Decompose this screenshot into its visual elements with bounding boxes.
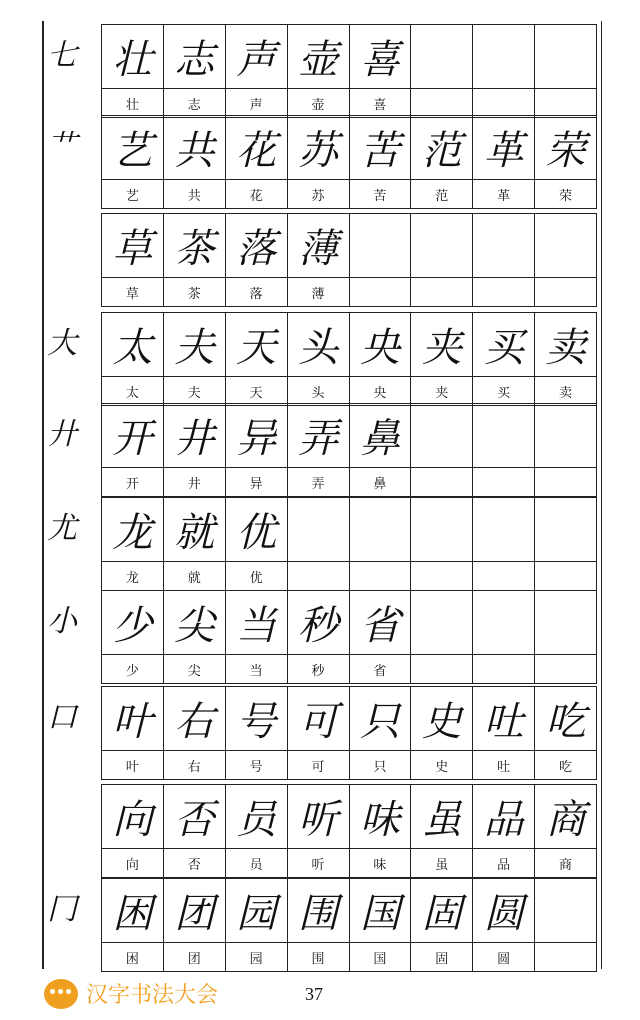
handwritten-cell: 秒	[288, 591, 350, 654]
handwritten-cell: 国	[350, 879, 412, 942]
handwritten-cell: 志	[164, 25, 226, 88]
printed-cell: 夹	[411, 377, 473, 405]
printed-cell	[473, 655, 535, 683]
radical-label: 艹	[47, 129, 77, 164]
handwritten-cell	[473, 498, 535, 561]
handwritten-row	[102, 498, 597, 562]
printed-cell	[288, 562, 350, 590]
radical-label: 七	[47, 38, 77, 73]
printed-cell: 当	[226, 655, 288, 683]
printed-cell: 只	[350, 751, 412, 779]
handwritten-cell: 省	[350, 591, 412, 654]
handwritten-cell: 员	[226, 785, 288, 848]
printed-cell: 弄	[288, 468, 350, 496]
handwritten-cell	[411, 404, 473, 467]
handwritten-cell: 范	[411, 116, 473, 179]
handwritten-cell: 史	[411, 687, 473, 750]
handwritten-cell	[411, 498, 473, 561]
handwritten-row	[102, 785, 597, 849]
practice-grid	[101, 784, 597, 878]
handwritten-cell: 尖	[164, 591, 226, 654]
practice-grid	[101, 497, 597, 591]
handwritten-cell: 团	[164, 879, 226, 942]
printed-cell: 草	[102, 278, 164, 306]
printed-cell: 少	[102, 655, 164, 683]
handwritten-cell: 艺	[102, 116, 164, 179]
handwritten-cell: 落	[226, 214, 288, 277]
handwritten-row	[102, 404, 597, 468]
printed-cell: 吐	[473, 751, 535, 779]
handwritten-cell: 向	[102, 785, 164, 848]
handwritten-cell: 薄	[288, 214, 350, 277]
handwritten-cell	[535, 214, 597, 277]
handwritten-row	[102, 591, 597, 655]
printed-cell: 壮	[102, 89, 164, 117]
printed-cell: 品	[473, 849, 535, 877]
printed-row	[102, 377, 597, 406]
handwritten-cell: 夹	[411, 313, 473, 376]
printed-cell: 省	[350, 655, 412, 683]
printed-row	[102, 655, 597, 684]
printed-cell: 号	[226, 751, 288, 779]
printed-cell	[350, 278, 412, 306]
handwritten-cell: 只	[350, 687, 412, 750]
printed-cell: 龙	[102, 562, 164, 590]
printed-cell: 员	[226, 849, 288, 877]
printed-cell	[535, 468, 597, 496]
handwritten-cell: 味	[350, 785, 412, 848]
practice-grid	[101, 686, 597, 780]
handwritten-cell	[473, 404, 535, 467]
handwritten-cell: 优	[226, 498, 288, 561]
printed-cell: 固	[411, 943, 473, 971]
printed-cell: 声	[226, 89, 288, 117]
handwritten-cell: 卖	[535, 313, 597, 376]
printed-cell: 鼻	[350, 468, 412, 496]
handwritten-cell	[473, 214, 535, 277]
handwritten-cell: 开	[102, 404, 164, 467]
handwritten-cell: 号	[226, 687, 288, 750]
radical-label: 大	[47, 326, 77, 361]
printed-cell: 头	[288, 377, 350, 405]
printed-cell: 商	[535, 849, 597, 877]
printed-cell: 志	[164, 89, 226, 117]
printed-cell: 向	[102, 849, 164, 877]
handwritten-cell	[411, 214, 473, 277]
printed-cell	[535, 278, 597, 306]
printed-cell	[535, 89, 597, 117]
printed-cell: 团	[164, 943, 226, 971]
handwritten-row	[102, 879, 597, 943]
handwritten-cell: 园	[226, 879, 288, 942]
handwritten-cell	[350, 214, 412, 277]
handwritten-cell: 头	[288, 313, 350, 376]
handwritten-cell: 荣	[535, 116, 597, 179]
handwritten-cell	[350, 498, 412, 561]
handwritten-cell: 苦	[350, 116, 412, 179]
practice-grid	[101, 403, 597, 497]
handwritten-cell: 草	[102, 214, 164, 277]
handwritten-cell: 共	[164, 116, 226, 179]
handwritten-cell: 可	[288, 687, 350, 750]
radical-label: 口	[47, 700, 77, 735]
handwritten-cell: 声	[226, 25, 288, 88]
printed-cell: 茶	[164, 278, 226, 306]
printed-cell	[535, 655, 597, 683]
printed-cell: 就	[164, 562, 226, 590]
printed-cell: 异	[226, 468, 288, 496]
printed-cell: 落	[226, 278, 288, 306]
printed-cell: 圆	[473, 943, 535, 971]
handwritten-cell	[411, 25, 473, 88]
printed-cell: 荣	[535, 180, 597, 208]
printed-cell: 园	[226, 943, 288, 971]
printed-cell	[473, 278, 535, 306]
printed-cell: 范	[411, 180, 473, 208]
handwritten-cell: 围	[288, 879, 350, 942]
printed-cell: 薄	[288, 278, 350, 306]
handwritten-row	[102, 687, 597, 751]
printed-row	[102, 278, 597, 307]
printed-row	[102, 751, 597, 780]
handwritten-cell: 喜	[350, 25, 412, 88]
printed-cell: 买	[473, 377, 535, 405]
printed-cell: 天	[226, 377, 288, 405]
practice-grid	[101, 24, 597, 118]
printed-cell: 革	[473, 180, 535, 208]
printed-cell: 尖	[164, 655, 226, 683]
handwritten-cell: 井	[164, 404, 226, 467]
handwritten-cell: 鼻	[350, 404, 412, 467]
printed-cell: 花	[226, 180, 288, 208]
printed-cell: 共	[164, 180, 226, 208]
handwritten-cell: 异	[226, 404, 288, 467]
handwritten-cell: 叶	[102, 687, 164, 750]
handwritten-cell: 天	[226, 313, 288, 376]
printed-cell	[411, 89, 473, 117]
printed-cell	[411, 655, 473, 683]
printed-cell: 夫	[164, 377, 226, 405]
handwritten-cell	[411, 591, 473, 654]
handwritten-cell	[535, 25, 597, 88]
footer-logo	[44, 978, 218, 1009]
handwritten-cell: 困	[102, 879, 164, 942]
printed-cell	[535, 562, 597, 590]
printed-cell: 苦	[350, 180, 412, 208]
printed-cell: 吃	[535, 751, 597, 779]
practice-grid	[101, 312, 597, 406]
handwritten-cell: 买	[473, 313, 535, 376]
radical-label: 廾	[47, 417, 77, 452]
printed-cell: 虽	[411, 849, 473, 877]
page-number: 37	[305, 984, 323, 1004]
handwritten-cell: 吃	[535, 687, 597, 750]
handwritten-row	[102, 25, 597, 89]
handwritten-cell: 虽	[411, 785, 473, 848]
handwritten-cell: 商	[535, 785, 597, 848]
handwritten-cell: 壮	[102, 25, 164, 88]
printed-row	[102, 180, 597, 209]
handwritten-cell	[288, 498, 350, 561]
handwritten-cell: 龙	[102, 498, 164, 561]
printed-cell: 开	[102, 468, 164, 496]
printed-cell	[473, 562, 535, 590]
handwritten-cell: 当	[226, 591, 288, 654]
handwritten-row	[102, 313, 597, 377]
printed-cell: 苏	[288, 180, 350, 208]
printed-cell: 右	[164, 751, 226, 779]
radical-label: 小	[47, 604, 77, 639]
printed-cell	[411, 278, 473, 306]
printed-cell	[473, 89, 535, 117]
handwritten-cell: 吐	[473, 687, 535, 750]
printed-cell: 听	[288, 849, 350, 877]
printed-row	[102, 849, 597, 878]
handwritten-cell	[535, 591, 597, 654]
printed-cell: 国	[350, 943, 412, 971]
printed-row	[102, 89, 597, 118]
handwritten-row	[102, 214, 597, 278]
handwritten-cell: 花	[226, 116, 288, 179]
printed-cell: 史	[411, 751, 473, 779]
printed-cell	[411, 468, 473, 496]
printed-row	[102, 943, 597, 972]
printed-cell: 优	[226, 562, 288, 590]
handwritten-cell: 听	[288, 785, 350, 848]
printed-cell	[473, 468, 535, 496]
handwritten-cell	[535, 498, 597, 561]
handwritten-cell: 壶	[288, 25, 350, 88]
handwritten-cell: 固	[411, 879, 473, 942]
practice-grid	[101, 115, 597, 209]
printed-cell: 艺	[102, 180, 164, 208]
printed-cell: 叶	[102, 751, 164, 779]
handwritten-cell: 右	[164, 687, 226, 750]
handwritten-cell: 弄	[288, 404, 350, 467]
handwritten-cell: 苏	[288, 116, 350, 179]
printed-cell	[411, 562, 473, 590]
printed-cell: 可	[288, 751, 350, 779]
printed-cell: 喜	[350, 89, 412, 117]
printed-cell: 围	[288, 943, 350, 971]
wechat-icon	[44, 979, 78, 1009]
radical-label: 尤	[47, 511, 77, 546]
printed-cell: 央	[350, 377, 412, 405]
handwritten-cell: 否	[164, 785, 226, 848]
printed-cell: 井	[164, 468, 226, 496]
printed-cell: 困	[102, 943, 164, 971]
handwritten-cell: 夫	[164, 313, 226, 376]
printed-row	[102, 468, 597, 497]
printed-row	[102, 562, 597, 591]
printed-cell: 卖	[535, 377, 597, 405]
logo-text: 汉字书法大会	[86, 983, 219, 1008]
printed-cell: 壶	[288, 89, 350, 117]
handwritten-cell	[473, 591, 535, 654]
handwritten-cell: 茶	[164, 214, 226, 277]
handwritten-cell: 就	[164, 498, 226, 561]
radical-label: 冂	[47, 892, 77, 927]
handwritten-cell: 品	[473, 785, 535, 848]
practice-grid	[101, 590, 597, 684]
printed-cell	[350, 562, 412, 590]
printed-cell	[535, 943, 597, 971]
printed-cell: 味	[350, 849, 412, 877]
handwritten-cell: 革	[473, 116, 535, 179]
handwritten-cell: 央	[350, 313, 412, 376]
handwritten-cell	[535, 404, 597, 467]
handwritten-cell: 圆	[473, 879, 535, 942]
practice-grid	[101, 878, 597, 972]
printed-cell: 太	[102, 377, 164, 405]
practice-grid	[101, 213, 597, 307]
handwritten-row	[102, 116, 597, 180]
handwritten-cell: 太	[102, 313, 164, 376]
handwritten-cell	[473, 25, 535, 88]
handwritten-cell	[535, 879, 597, 942]
handwritten-cell: 少	[102, 591, 164, 654]
printed-cell: 否	[164, 849, 226, 877]
printed-cell: 秒	[288, 655, 350, 683]
